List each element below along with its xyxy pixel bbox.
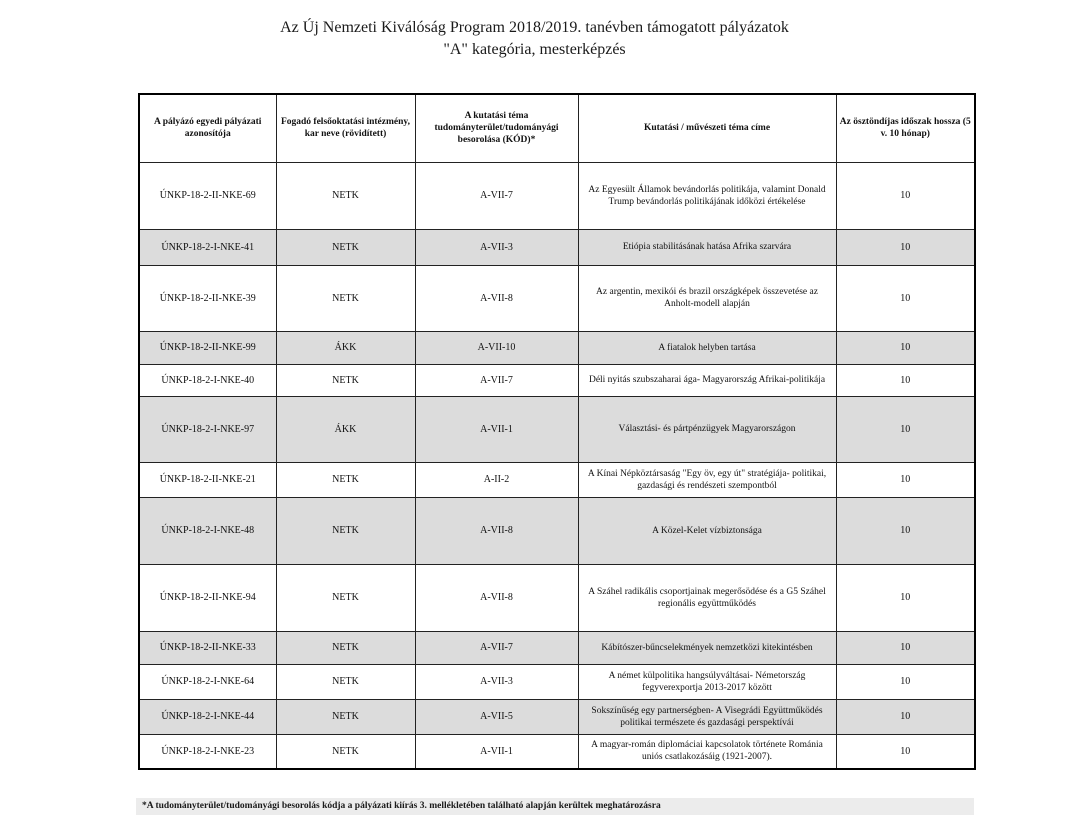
col-header-institution: Fogadó felsőoktatási intézmény, kar neve (rövidített) [276, 94, 415, 162]
cell-institution: NETK [276, 229, 415, 265]
cell-months: 10 [836, 564, 975, 631]
page-subtitle: "A" kategória, mesterképzés [443, 41, 626, 58]
cell-id: ÚNKP-18-2-I-NKE-23 [139, 734, 276, 769]
cell-id: ÚNKP-18-2-II-NKE-94 [139, 564, 276, 631]
cell-id: ÚNKP-18-2-I-NKE-44 [139, 699, 276, 734]
cell-topic: Kábítószer-bűncselekmények nemzetközi kitekintésben [578, 631, 836, 664]
table-row [139, 497, 975, 564]
cell-code: A-II-2 [415, 462, 578, 497]
cell-months: 10 [836, 229, 975, 265]
table-row [139, 229, 975, 265]
cell-id: ÚNKP-18-2-I-NKE-48 [139, 497, 276, 564]
cell-id: ÚNKP-18-2-I-NKE-40 [139, 364, 276, 396]
table-row [139, 564, 975, 631]
cell-institution: NETK [276, 631, 415, 664]
cell-institution: NETK [276, 664, 415, 699]
table-row [139, 664, 975, 699]
cell-id: ÚNKP-18-2-II-NKE-33 [139, 631, 276, 664]
cell-code: A-VII-3 [415, 229, 578, 265]
cell-institution: NETK [276, 162, 415, 229]
cell-topic: Sokszínűség egy partnerségben- A Visegrádi Együttműködés politikai természete és gazdasági perspektívái [578, 699, 836, 734]
cell-code: A-VII-8 [415, 564, 578, 631]
cell-months: 10 [836, 331, 975, 364]
col-header-code: A kutatási téma tudományterület/tudományági besorolása (KÓD)* [415, 94, 578, 162]
cell-topic: A Közel-Kelet vízbiztonsága [578, 497, 836, 564]
table-row [139, 364, 975, 396]
cell-institution: NETK [276, 734, 415, 769]
page-title: Az Új Nemzeti Kiválóság Program 2018/2019. tanévben támogatott pályázatok [280, 19, 789, 36]
table-row [139, 331, 975, 364]
cell-id: ÚNKP-18-2-II-NKE-99 [139, 331, 276, 364]
table-row [139, 396, 975, 462]
cell-institution: NETK [276, 462, 415, 497]
cell-topic: Választási- és pártpénzügyek Magyarországon [578, 396, 836, 462]
cell-topic: Az argentin, mexikói és brazil országképek összevetése az Anholt-modell alapján [578, 265, 836, 331]
table-row [139, 162, 975, 229]
cell-months: 10 [836, 396, 975, 462]
cell-months: 10 [836, 162, 975, 229]
cell-months: 10 [836, 462, 975, 497]
cell-topic: A magyar-román diplomáciai kapcsolatok története Románia uniós csatlakozásáig (1921-2007). [578, 734, 836, 769]
cell-code: A-VII-7 [415, 162, 578, 229]
cell-months: 10 [836, 699, 975, 734]
cell-id: ÚNKP-18-2-I-NKE-64 [139, 664, 276, 699]
cell-id: ÚNKP-18-2-II-NKE-69 [139, 162, 276, 229]
cell-id: ÚNKP-18-2-II-NKE-21 [139, 462, 276, 497]
cell-months: 10 [836, 497, 975, 564]
cell-topic: A Száhel radikális csoportjainak megerősödése és a G5 Száhel regionális együttműködés [578, 564, 836, 631]
cell-id: ÚNKP-18-2-I-NKE-41 [139, 229, 276, 265]
cell-months: 10 [836, 734, 975, 769]
cell-topic: A fiatalok helyben tartása [578, 331, 836, 364]
footnote: *A tudományterület/tudományági besorolás kódja a pályázati kiírás 3. mellékletében található alapján kerültek meghatározásra [136, 798, 974, 815]
table-row [139, 734, 975, 769]
grants-table [138, 93, 976, 770]
table-row [139, 631, 975, 664]
cell-topic: Az Egyesült Államok bevándorlás politikája, valamint Donald Trump bevándorlás politikájának időközi értékelése [578, 162, 836, 229]
cell-code: A-VII-8 [415, 497, 578, 564]
cell-topic: A német külpolitika hangsúlyváltásai- Németország fegyverexportja 2013-2017 között [578, 664, 836, 699]
cell-institution: ÁKK [276, 396, 415, 462]
col-header-topic: Kutatási / művészeti téma címe [578, 94, 836, 162]
cell-code: A-VII-1 [415, 734, 578, 769]
cell-code: A-VII-7 [415, 631, 578, 664]
cell-topic: Etiópia stabilitásának hatása Afrika szarvára [578, 229, 836, 265]
cell-months: 10 [836, 364, 975, 396]
cell-months: 10 [836, 265, 975, 331]
cell-institution: NETK [276, 564, 415, 631]
col-header-id: A pályázó egyedi pályázati azonosítója [139, 94, 276, 162]
col-header-months: Az ösztöndíjas időszak hossza (5 v. 10 hónap) [836, 94, 975, 162]
cell-months: 10 [836, 631, 975, 664]
cell-id: ÚNKP-18-2-II-NKE-39 [139, 265, 276, 331]
cell-institution: NETK [276, 265, 415, 331]
table-row [139, 265, 975, 331]
cell-topic: A Kínai Népköztársaság "Egy öv, egy út" stratégiája- politikai, gazdasági és rendészeti szempontból [578, 462, 836, 497]
cell-institution: ÁKK [276, 331, 415, 364]
cell-code: A-VII-10 [415, 331, 578, 364]
cell-topic: Déli nyitás szubszaharai ága- Magyarország Afrikai-politikája [578, 364, 836, 396]
cell-code: A-VII-7 [415, 364, 578, 396]
cell-institution: NETK [276, 497, 415, 564]
cell-institution: NETK [276, 699, 415, 734]
cell-id: ÚNKP-18-2-I-NKE-97 [139, 396, 276, 462]
cell-code: A-VII-8 [415, 265, 578, 331]
cell-code: A-VII-3 [415, 664, 578, 699]
cell-institution: NETK [276, 364, 415, 396]
table-row [139, 462, 975, 497]
cell-code: A-VII-5 [415, 699, 578, 734]
cell-code: A-VII-1 [415, 396, 578, 462]
cell-months: 10 [836, 664, 975, 699]
table-header-row [139, 94, 975, 162]
table-row [139, 699, 975, 734]
